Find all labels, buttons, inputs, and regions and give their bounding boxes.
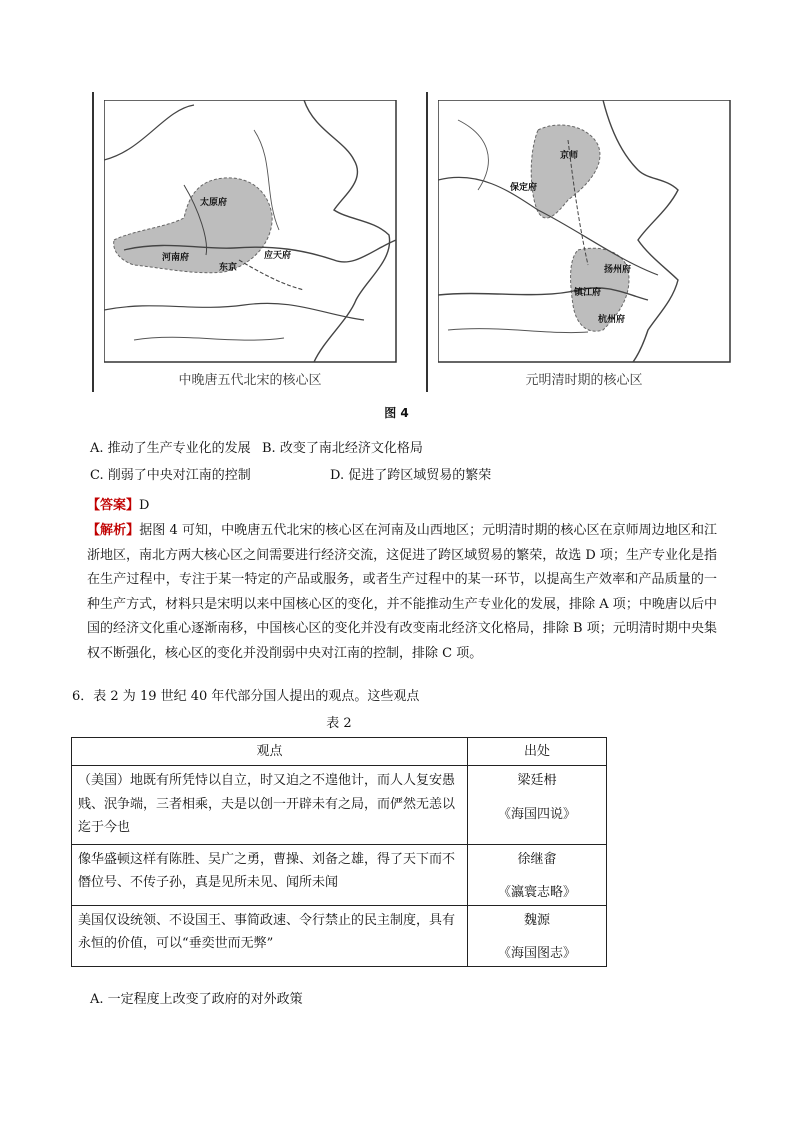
place-henan: 河南府 — [162, 253, 190, 263]
table-row — [72, 905, 607, 966]
place-yingtian: 应天府 — [264, 251, 292, 261]
answer-label: 【答案】 — [87, 498, 140, 513]
source-book: 《海国图志》 — [497, 946, 576, 961]
source-author: 徐继畬 — [517, 851, 557, 867]
table-row — [72, 844, 607, 905]
header-view: 观点 — [72, 738, 468, 766]
place-zhenjiang: 镇江府 — [574, 288, 602, 298]
question-6-option-a: A. 一定程度上改变了政府的对外政策 — [90, 992, 303, 1007]
place-hangzhou: 杭州府 — [598, 315, 626, 325]
source-book: 《瀛寰志略》 — [497, 885, 576, 900]
row-view: 像华盛顿这样有陈胜、吴广之勇，曹操、刘备之雄，得了天下而不僭位号、不传子孙，真是见所未见、闻所未闻 — [72, 844, 468, 905]
table-header-row — [72, 738, 607, 766]
map-left-caption: 中晚唐五代北宋的核心区 — [178, 373, 322, 388]
table-caption: 表 2 — [326, 716, 352, 731]
map-yuan-ming-qing — [426, 92, 740, 392]
option-b: B. 改变了南北经济文化格局 — [262, 441, 423, 456]
figure-4-maps — [92, 92, 732, 392]
map-right-caption: 元明清时期的核心区 — [525, 373, 643, 388]
map-yuan-ming-qing-drawing — [438, 100, 734, 368]
source-author: 魏源 — [523, 912, 550, 928]
analysis-text: 据图 4 可知，中晚唐五代北宋的核心区在河南及山西地区；元明清时期的核心区在京师周边地区和江浙地区，南北方两大核心区之间需要进行经济交流，这促进了跨区域贸易的繁荣，故选 D 项；生产专业化是指在生产过程中，专注于某一特定的产品或服务，或者生产过程中的某一环节，以提高生产效率和产品质量的一种生产方式，材料只是宋明以来中国核心区的变化，并不能推动生产专业化的发展，排除 A 项；中晚唐以后中国的经济文化重心逐渐南移，中国核心区的变化并没有改变南北经济文化格局，排除 B 项；元明清时期中央集权不断强化，核心区的变化并没削弱中央对江南的控制，排除 C 项。 — [87, 523, 717, 661]
option-d: D. 促进了跨区域贸易的繁荣 — [330, 468, 492, 483]
place-baoding: 保定府 — [510, 183, 538, 193]
row-source — [468, 905, 607, 966]
header-source: 出处 — [468, 738, 607, 766]
map-tang-song — [92, 92, 406, 392]
row-source — [468, 766, 607, 845]
row-view: （美国）地既有所凭恃以自立，时又迫之不遑他计，而人人复安愚贱、泯争端，三者相乘，夫是以创一开辟未有之局，而俨然无恙以迄于今也 — [72, 766, 468, 845]
table-row — [72, 766, 607, 845]
map-tang-song-drawing — [104, 100, 400, 368]
figure-caption: 图 4 — [384, 406, 409, 420]
option-c: C. 削弱了中央对江南的控制 — [90, 468, 251, 483]
place-dongjing: 东京 — [219, 263, 238, 273]
answer-line — [87, 494, 149, 513]
table-2 — [71, 737, 607, 967]
place-jingshi: 京师 — [560, 151, 579, 161]
row-source — [468, 844, 607, 905]
place-taiyuan: 太原府 — [200, 198, 228, 208]
row-view: 美国仅设统领、不设国王、事简政速、令行禁止的民主制度，具有永恒的价值，可以“垂奕世而无弊” — [72, 905, 468, 966]
analysis-block — [87, 519, 717, 666]
answer-value: D — [139, 498, 150, 513]
source-author: 梁廷枏 — [517, 773, 557, 788]
question-6: 6．表 2 为 19 世纪 40 年代部分国人提出的观点。这些观点 — [72, 689, 420, 704]
analysis-label: 【解析】 — [87, 523, 140, 538]
option-a: A. 推动了生产专业化的发展 — [90, 441, 251, 456]
source-book: 《海国四说》 — [497, 806, 576, 822]
place-yangzhou: 扬州府 — [604, 265, 632, 275]
